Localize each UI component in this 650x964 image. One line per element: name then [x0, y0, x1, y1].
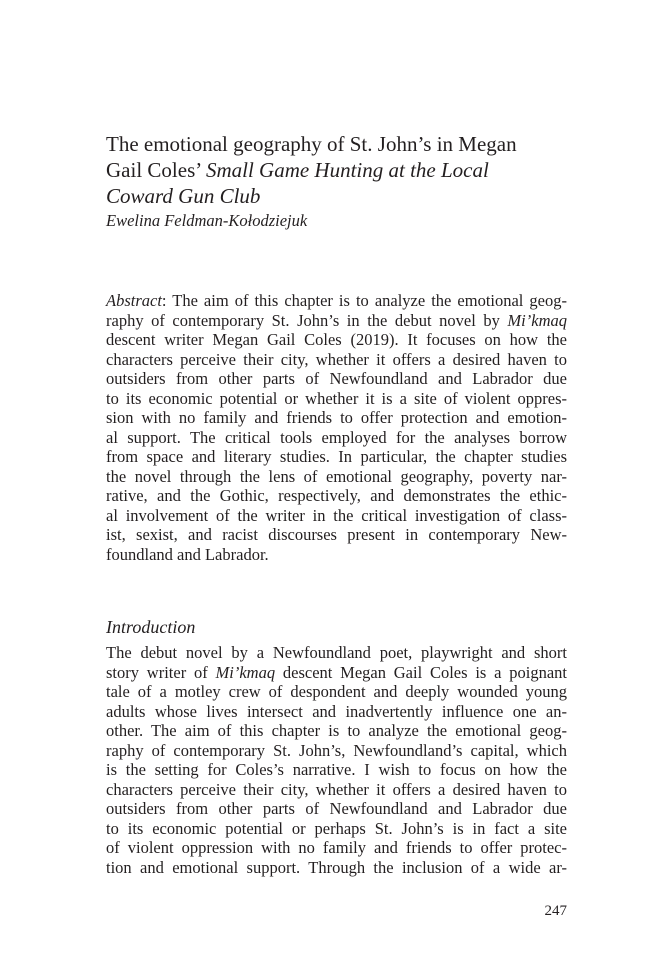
- intro-line: tion and emotional support. Through the inclusion of a wide ar-: [106, 857, 567, 877]
- abstract-line: al support. The critical tools employed for the analyses borrow: [106, 427, 567, 447]
- abstract-line: descent writer Megan Gail Coles (2019). It focuses on how the: [106, 330, 567, 349]
- intro-text: descent Megan Gail Coles is a poignant: [275, 662, 567, 682]
- book-title-italic: Coward Gun Club: [106, 184, 261, 208]
- chapter-title: [106, 131, 576, 209]
- section-heading: Introduction: [106, 617, 196, 637]
- book-title-italic: Small Game Hunting at the Local: [205, 158, 489, 182]
- abstract-line: al involvement of the writer in the critical investigation of class-: [106, 505, 567, 525]
- chapter-author: Ewelina Feldman-Kołodziejuk: [106, 211, 308, 230]
- intro-line: of violent oppression with no family and friends to offer protec-: [106, 838, 567, 857]
- abstract-line: ist, sexist, and racist discourses present in contemporary New-: [106, 525, 567, 544]
- abstract-line: foundland and Labrador.: [106, 544, 269, 564]
- abstract-text: raphy of contemporary St. John’s in the debut novel by: [106, 310, 508, 330]
- mikmaq-italic: Mi’kmaq: [215, 662, 276, 682]
- abstract-line: rative, and the Gothic, respectively, and demonstrates the ethic-: [106, 486, 567, 505]
- intro-line: The debut novel by a Newfoundland poet, playwright and short: [106, 643, 567, 662]
- abstract-label: Abstract: [106, 291, 162, 310]
- abstract-line: characters perceive their city, whether it offers a desired haven to: [106, 349, 567, 369]
- mikmaq-italic: Mi’kmaq: [507, 310, 567, 330]
- abstract-line: the novel through the lens of emotional geography, poverty nar-: [106, 466, 567, 486]
- abstract-line: outsiders from other parts of Newfoundland and Labrador due: [106, 369, 567, 388]
- abstract-line: from space and literary studies. In particular, the chapter studies: [106, 447, 567, 466]
- abstract-text: : The aim of this chapter is to analyze the emotional geog-: [161, 291, 567, 310]
- intro-text: story writer of: [106, 662, 216, 682]
- title-line: [106, 157, 576, 183]
- abstract-line: [106, 291, 567, 311]
- title-fragment: Gail Coles’: [106, 158, 206, 182]
- abstract-paragraph: [106, 291, 567, 564]
- intro-line: adults whose lives intersect and inadvertently influence one an-: [106, 701, 567, 721]
- intro-line: outsiders from other parts of Newfoundland and Labrador due: [106, 799, 567, 818]
- intro-line: characters perceive their city, whether it offers a desired haven to: [106, 779, 567, 799]
- introduction-paragraph: [106, 643, 567, 877]
- abstract-line: to its economic potential or whether it is a site of violent oppres-: [106, 388, 567, 408]
- intro-line: other. The aim of this chapter is to analyze the emotional geog-: [106, 721, 567, 740]
- intro-line: [106, 663, 567, 683]
- intro-line: is the setting for Coles’s narrative. I wish to focus on how the: [106, 760, 567, 779]
- intro-line: to its economic potential or perhaps St. John’s is in fact a site: [106, 818, 567, 838]
- title-line: The emotional geography of St. John’s in Megan: [106, 132, 517, 156]
- intro-line: raphy of contemporary St. John’s, Newfoundland’s capital, which: [106, 740, 567, 760]
- abstract-line: [106, 311, 567, 331]
- intro-line: tale of a motley crew of despondent and deeply wounded young: [106, 682, 567, 701]
- page-number: 247: [544, 903, 567, 919]
- abstract-line: sion with no family and friends to offer protection and emotion-: [106, 408, 567, 427]
